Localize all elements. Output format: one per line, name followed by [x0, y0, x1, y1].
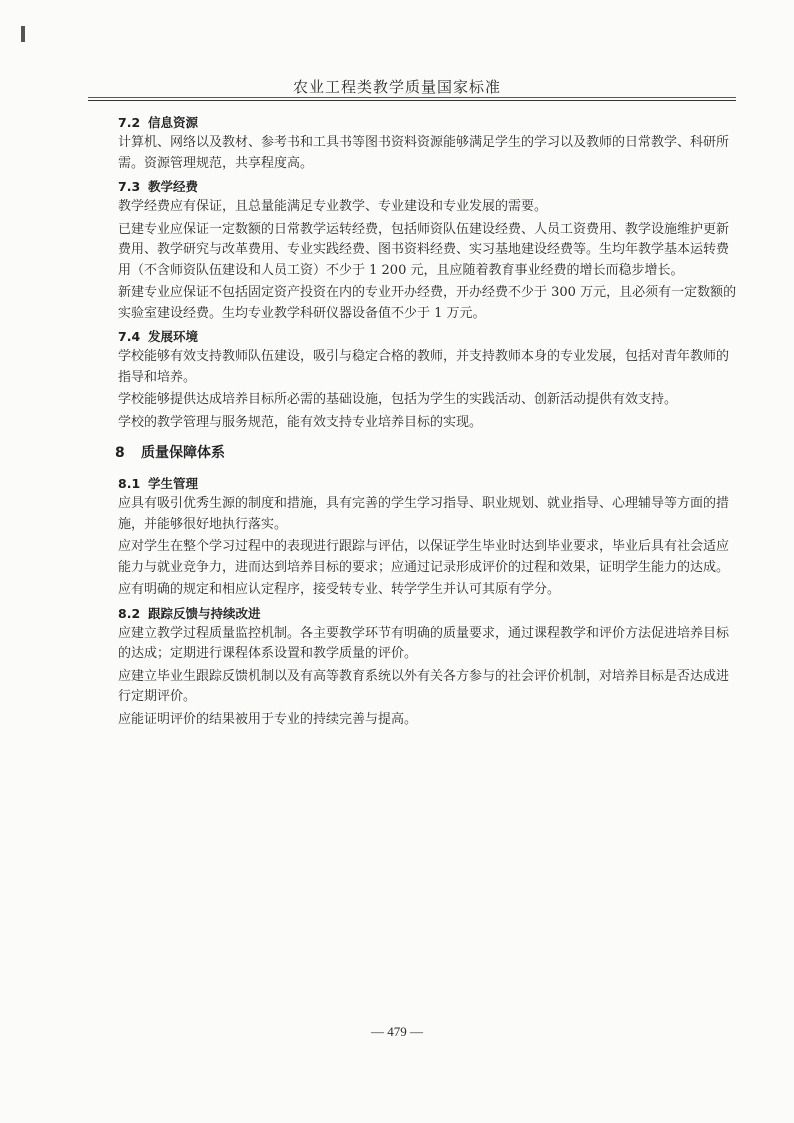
paragraph: 教学经费应有保证，且总量能满足专业教学、专业建设和专业发展的需要。: [118, 199, 548, 214]
section-heading: [118, 112, 738, 133]
chapter-number: 8: [115, 445, 125, 461]
paragraph: 应建立教学过程质量监控机制。各主要教学环节有明确的质量要求，通过课程教学和评价方法促进培养目标的达成；定期进行课程体系设置和教学质量的评价。: [118, 625, 730, 661]
header-rule-thick: [88, 100, 736, 101]
section-title: 学生管理: [148, 476, 199, 491]
chapter-heading: [115, 442, 738, 464]
paragraph: 应对学生在整个学习过程中的表现进行跟踪与评估，以保证学生毕业时达到毕业要求，毕业后具有社会适应能力与就业竞争力，进而达到培养目标的要求；应通过记录形成评价的过程和效果，证明学生能力的达成。: [118, 539, 730, 575]
section-number: 8.2: [118, 605, 141, 621]
section-number: 7.2: [118, 115, 141, 130]
page-body: [115, 112, 738, 732]
chapter-title: 质量保障体系: [141, 445, 225, 461]
section-heading: [118, 326, 738, 347]
paragraph: 学校能够提供达成培养目标所必需的基础设施，包括为学生的实践活动、创新活动提供有效支持。: [118, 392, 678, 407]
paragraph: 应有明确的规定和相应认定程序，接受转专业、转学学生并认可其原有学分。: [118, 582, 561, 597]
page-number: — 479 —: [371, 1024, 423, 1039]
paragraph: 应建立毕业生跟踪反馈机制以及有高等教育系统以外有关各方参与的社会评价机制，对培养目标是否达成进行定期评价。: [118, 668, 730, 704]
binding-mark: [21, 26, 25, 42]
section-number: 8.1: [118, 476, 141, 491]
paragraph: 计算机、网络以及教材、参考书和工具书等图书资料资源能够满足学生的学习以及教师的日常教学、科研所需。资源管理规范，共享程度高。: [118, 135, 730, 171]
paragraph: 应具有吸引优秀生源的制度和措施，具有完善的学生学习指导、职业规划、就业指导、心理辅导等方面的措施，并能够很好地执行落实。: [118, 496, 730, 532]
section-heading: [118, 473, 738, 494]
paragraph: 已建专业应保证一定数额的日常教学运转经费，包括师资队伍建设经费、人员工资费用、教学设施维护更新费用、教学研究与改革费用、专业实践经费、图书资料经费、实习基地建设经费等。生均年教学基本运转费用（不含师资队伍建设和人员工资）不少于 1 200 元，且应随着教育事业经费的增长而稳步增长。: [118, 221, 730, 278]
paragraph: 应能证明评价的结果被用于专业的持续完善与提高。: [118, 711, 418, 727]
paragraph: 学校的教学管理与服务规范，能有效支持专业培养目标的实现。: [118, 414, 483, 430]
running-header: 农业工程类教学质量国家标准: [292, 78, 501, 96]
section-number: 7.3: [118, 179, 141, 194]
section-title: 跟踪反馈与持续改进: [148, 605, 261, 621]
section-heading: [118, 603, 738, 624]
paragraph: 学校能够有效支持教师队伍建设，吸引与稳定合格的教师，并支持教师本身的专业发展，包括对青年教师的指导和培养。: [118, 349, 730, 385]
header-rule: [88, 97, 736, 98]
section-number: 7.4: [118, 329, 141, 344]
paragraph: 新建专业应保证不包括固定资产投资在内的专业开办经费，开办经费不少于 300 万元，且必须有一定数额的实验室建设经费。生均专业教学科研仪器设备值不少于 1 万元。: [118, 285, 737, 321]
section-title: 发展环境: [148, 329, 199, 344]
section-title: 信息资源: [148, 115, 199, 130]
section-title: 教学经费: [148, 179, 199, 194]
section-heading: [118, 176, 738, 197]
